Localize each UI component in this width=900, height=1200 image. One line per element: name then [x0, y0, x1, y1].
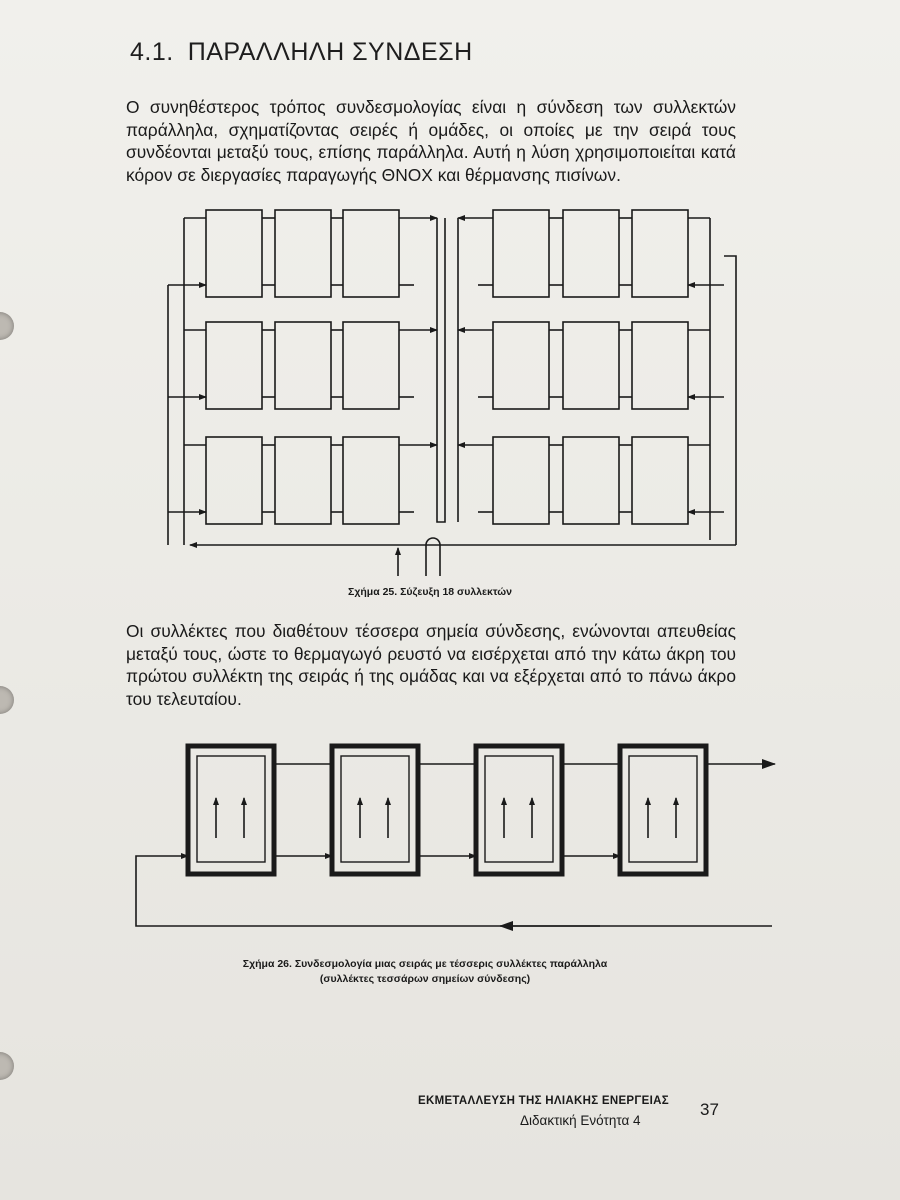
collector-panel [493, 322, 549, 409]
figure-25-caption: Σχήμα 25. Σύζευξη 18 συλλεκτών [348, 586, 512, 598]
supply-manifold [724, 256, 736, 545]
collector-panel [275, 437, 331, 524]
footer-subtitle: Διδακτική Ενότητα 4 [520, 1113, 641, 1128]
collector-panel [206, 322, 262, 409]
collector-panel [563, 322, 619, 409]
collector-frame [332, 746, 418, 874]
absorber-plate [341, 756, 409, 862]
collector-panel [632, 322, 688, 409]
collector-panel [493, 210, 549, 297]
collector-frame [476, 746, 562, 874]
absorber-plate [197, 756, 265, 862]
figure-26-caption-line1: Σχήμα 26. Συνδεσμολογία μιας σειράς με τέσσερις συλλέκτες παράλληλα [242, 958, 608, 970]
collector-panel [206, 210, 262, 297]
collector-panel [343, 322, 399, 409]
page-number: 37 [700, 1100, 719, 1119]
center-manifold [437, 218, 445, 522]
collector-panel [343, 437, 399, 524]
collector-panel [343, 210, 399, 297]
collector-panel [563, 437, 619, 524]
section-title: ΠΑΡΑΛΛΗΛΗ ΣΥΝΔΕΣΗ [187, 38, 473, 66]
figure-26-caption-line2: (συλλέκτες τεσσάρων σημείων σύνδεσης) [319, 973, 531, 985]
four-port-paragraph: Οι συλλέκτες που διαθέτουν τέσσερα σημεία σύνδεσης, ενώνονται απευθείας μεταξύ τους, ώστε το θερμαγωγό ρευστό να εισέρχεται από την κάτω άκρη του πρώτου συλλέκτη της σειράς ή της ομάδας και να εξέρχεται από το πάνω άκρο του τελευταίου. [126, 621, 736, 709]
intro-paragraph: Ο συνηθέστερος τρόπος συνδεσμολογίας είναι η σύνδεση των συλλεκτών παράλληλα, σχηματίζοντας σειρές ή ομάδες, οι οποίες με την σειρά τους συνδέονται μεταξύ τους, επίσης παράλληλα. Αυτή η λύση χρησιμοποιείται κατά κόρον σε διεργασίες παραγωγής ΘΝΟΧ και θέρμανσης πισίνων. [126, 97, 736, 185]
section-number: 4.1. [130, 38, 174, 66]
absorber-plate [629, 756, 697, 862]
return-loop-pipe [136, 856, 772, 926]
collector-panel [275, 322, 331, 409]
figure-26-caption [220, 957, 630, 987]
collector-panel [632, 210, 688, 297]
crossover-loop [426, 538, 440, 576]
collector-panel [632, 437, 688, 524]
collector-panel [206, 437, 262, 524]
collector-frame [188, 746, 274, 874]
collector-panel [563, 210, 619, 297]
collector-frame [620, 746, 706, 874]
collector-panel [493, 437, 549, 524]
collector-panel [275, 210, 331, 297]
parallel-array-18 [168, 210, 736, 576]
series-row-4 [136, 746, 775, 926]
absorber-plate [485, 756, 553, 862]
footer-title: ΕΚΜΕΤΑΛΛΕΥΣΗ ΤΗΣ ΗΛΙΑΚΗΣ ΕΝΕΡΓΕΙΑΣ [418, 1095, 669, 1107]
